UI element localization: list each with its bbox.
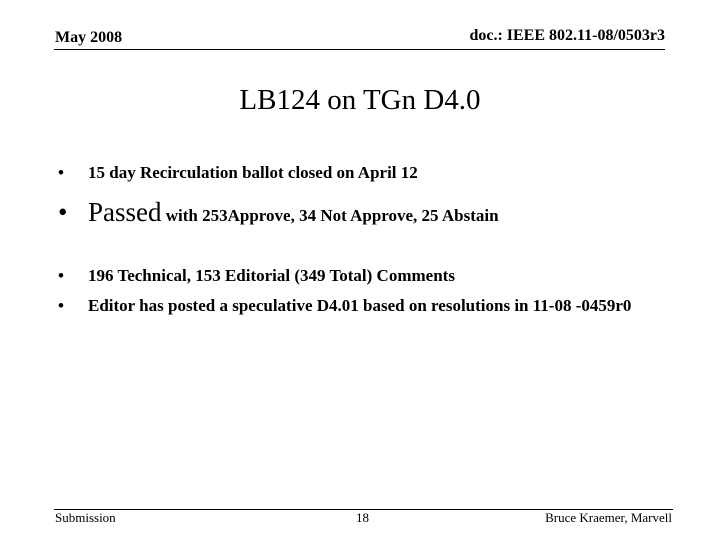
header-divider [54, 49, 665, 50]
bullet-text: 196 Technical, 153 Editorial (349 Total) Comments [88, 266, 455, 285]
bullet-text: 15 day Recirculation ballot closed on April 12 [88, 163, 418, 182]
bullet-marker-icon: • [58, 163, 64, 182]
bullet-item [58, 162, 678, 184]
bullet-text [88, 196, 678, 232]
bullet-text: Editor has posted a speculative D4.01 based on resolutions in 11-08 -0459r0 [88, 296, 632, 315]
bullet-detail: with 253Approve, 34 Not Approve, 25 Abstain [161, 206, 499, 225]
footer-submission: Submission [55, 510, 116, 525]
bullet-item [58, 196, 678, 232]
bullet-marker-icon: • [58, 266, 64, 285]
header-doc-id: doc.: IEEE 802.11-08/0503r3 [469, 27, 665, 44]
bullet-emphasis: Passed [88, 197, 162, 227]
footer-author: Bruce Kraemer, Marvell [545, 510, 672, 525]
bullet-item [58, 265, 678, 287]
bullet-marker-icon: • [58, 296, 64, 315]
footer-page-number: 18 [356, 510, 369, 525]
header-date: May 2008 [55, 29, 123, 46]
bullet-marker-icon: • [58, 197, 68, 227]
slide-title: LB124 on TGn D4.0 [239, 84, 481, 116]
bullet-item [58, 293, 678, 318]
